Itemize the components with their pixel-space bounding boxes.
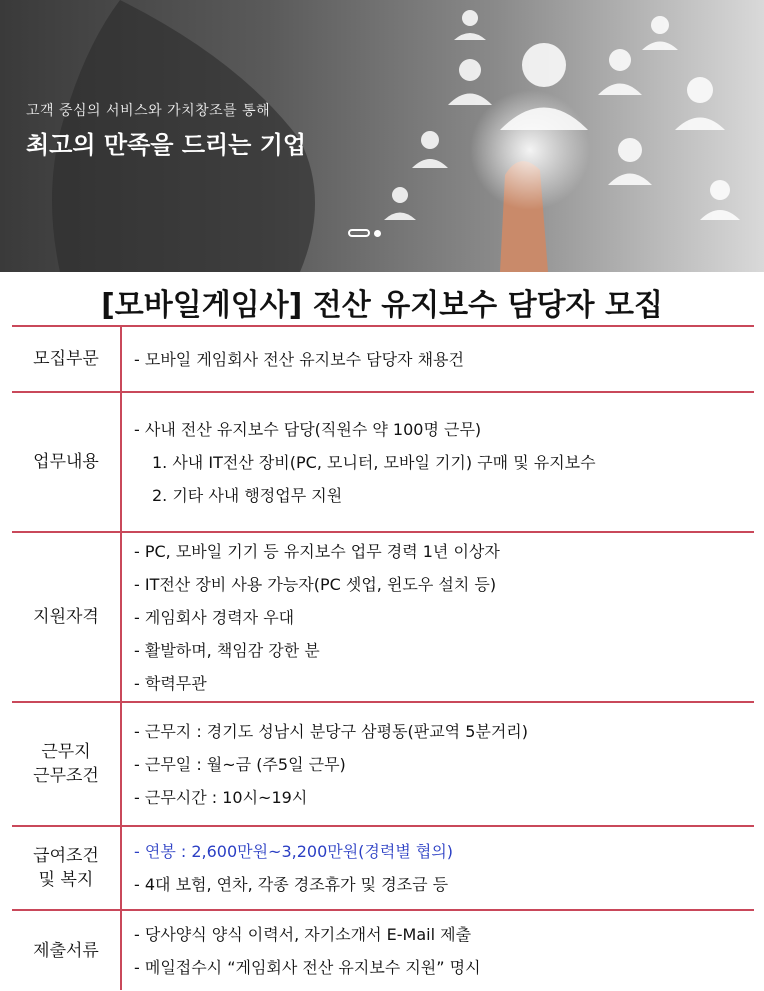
recruit-table: [12, 325, 754, 990]
table-row: [12, 910, 754, 990]
row-content: [121, 702, 754, 826]
row-label: [12, 326, 121, 392]
content-line: - 학력무관: [134, 673, 207, 693]
carousel-dot-active[interactable]: [348, 229, 370, 237]
table-row: [12, 826, 754, 910]
banner-headline: 최고의 만족을 드리는 기업: [26, 131, 307, 159]
row-content: [121, 910, 754, 990]
carousel-dot[interactable]: [374, 230, 381, 237]
content-line: - 모바일 게임회사 전산 유지보수 담당자 채용건: [134, 349, 464, 369]
content-line: - 게임회사 경력자 우대: [134, 607, 295, 627]
row-label-line: 근무지: [41, 742, 91, 762]
content-line: 2. 기타 사내 행정업무 지원: [152, 485, 343, 505]
content-line: 1. 사내 IT전산 장비(PC, 모니터, 모바일 기기) 구매 및 유지보수: [152, 452, 596, 472]
row-label-text: 제출서류: [33, 940, 99, 961]
row-label-line: 및 복지: [38, 870, 94, 890]
content-line: - 활발하며, 책임감 강한 분: [134, 640, 320, 660]
row-content: [121, 826, 754, 910]
row-label: [12, 910, 121, 990]
row-content: [121, 326, 754, 392]
row-label-text: 업무내용: [33, 452, 99, 472]
page-title: [모바일게임사] 전산 유지보수 담당자 모집: [101, 288, 663, 323]
row-label-line: 근무조건: [33, 766, 99, 786]
row-label-text: 모집부문: [33, 349, 99, 369]
row-label: [12, 392, 121, 532]
banner-subtitle: 고객 중심의 서비스와 가치창조를 통해: [26, 103, 271, 119]
table-row: [12, 532, 754, 702]
content-line: - 근무시간 : 10시~19시: [134, 787, 308, 807]
content-line: - 근무지 : 경기도 성남시 분당구 삼평동(판교역 5분거리): [134, 721, 529, 741]
table-row: [12, 326, 754, 392]
content-line: - IT전산 장비 사용 가능자(PC 셋업, 윈도우 설치 등): [134, 574, 497, 594]
table-row: [12, 392, 754, 532]
carousel-indicator: [348, 229, 381, 237]
salary-line: - 연봉 : 2,600만원~3,200만원(경력별 협의): [134, 842, 454, 861]
content-line: - 근무일 : 월~금 (주5일 근무): [134, 754, 346, 774]
row-label-line: 급여조건: [33, 846, 99, 866]
table-row: [12, 702, 754, 826]
row-label: [12, 532, 121, 702]
row-content: [121, 532, 754, 702]
content-line: - 당사양식 양식 이력서, 자기소개서 E-Mail 제출: [134, 924, 472, 944]
row-content: [121, 392, 754, 532]
content-line: - 사내 전산 유지보수 담당(직원수 약 100명 근무): [134, 419, 482, 439]
content-line: - 메일접수시 “게임회사 전산 유지보수 지원” 명시: [134, 957, 481, 977]
hero-banner: [0, 0, 764, 272]
content-line: - 4대 보험, 연차, 각종 경조휴가 및 경조금 등: [134, 875, 449, 894]
content-line: - PC, 모바일 기기 등 유지보수 업무 경력 1년 이상자: [134, 541, 500, 561]
row-label-text: 지원자격: [33, 607, 99, 627]
row-label: [12, 826, 121, 910]
row-label: [12, 702, 121, 826]
